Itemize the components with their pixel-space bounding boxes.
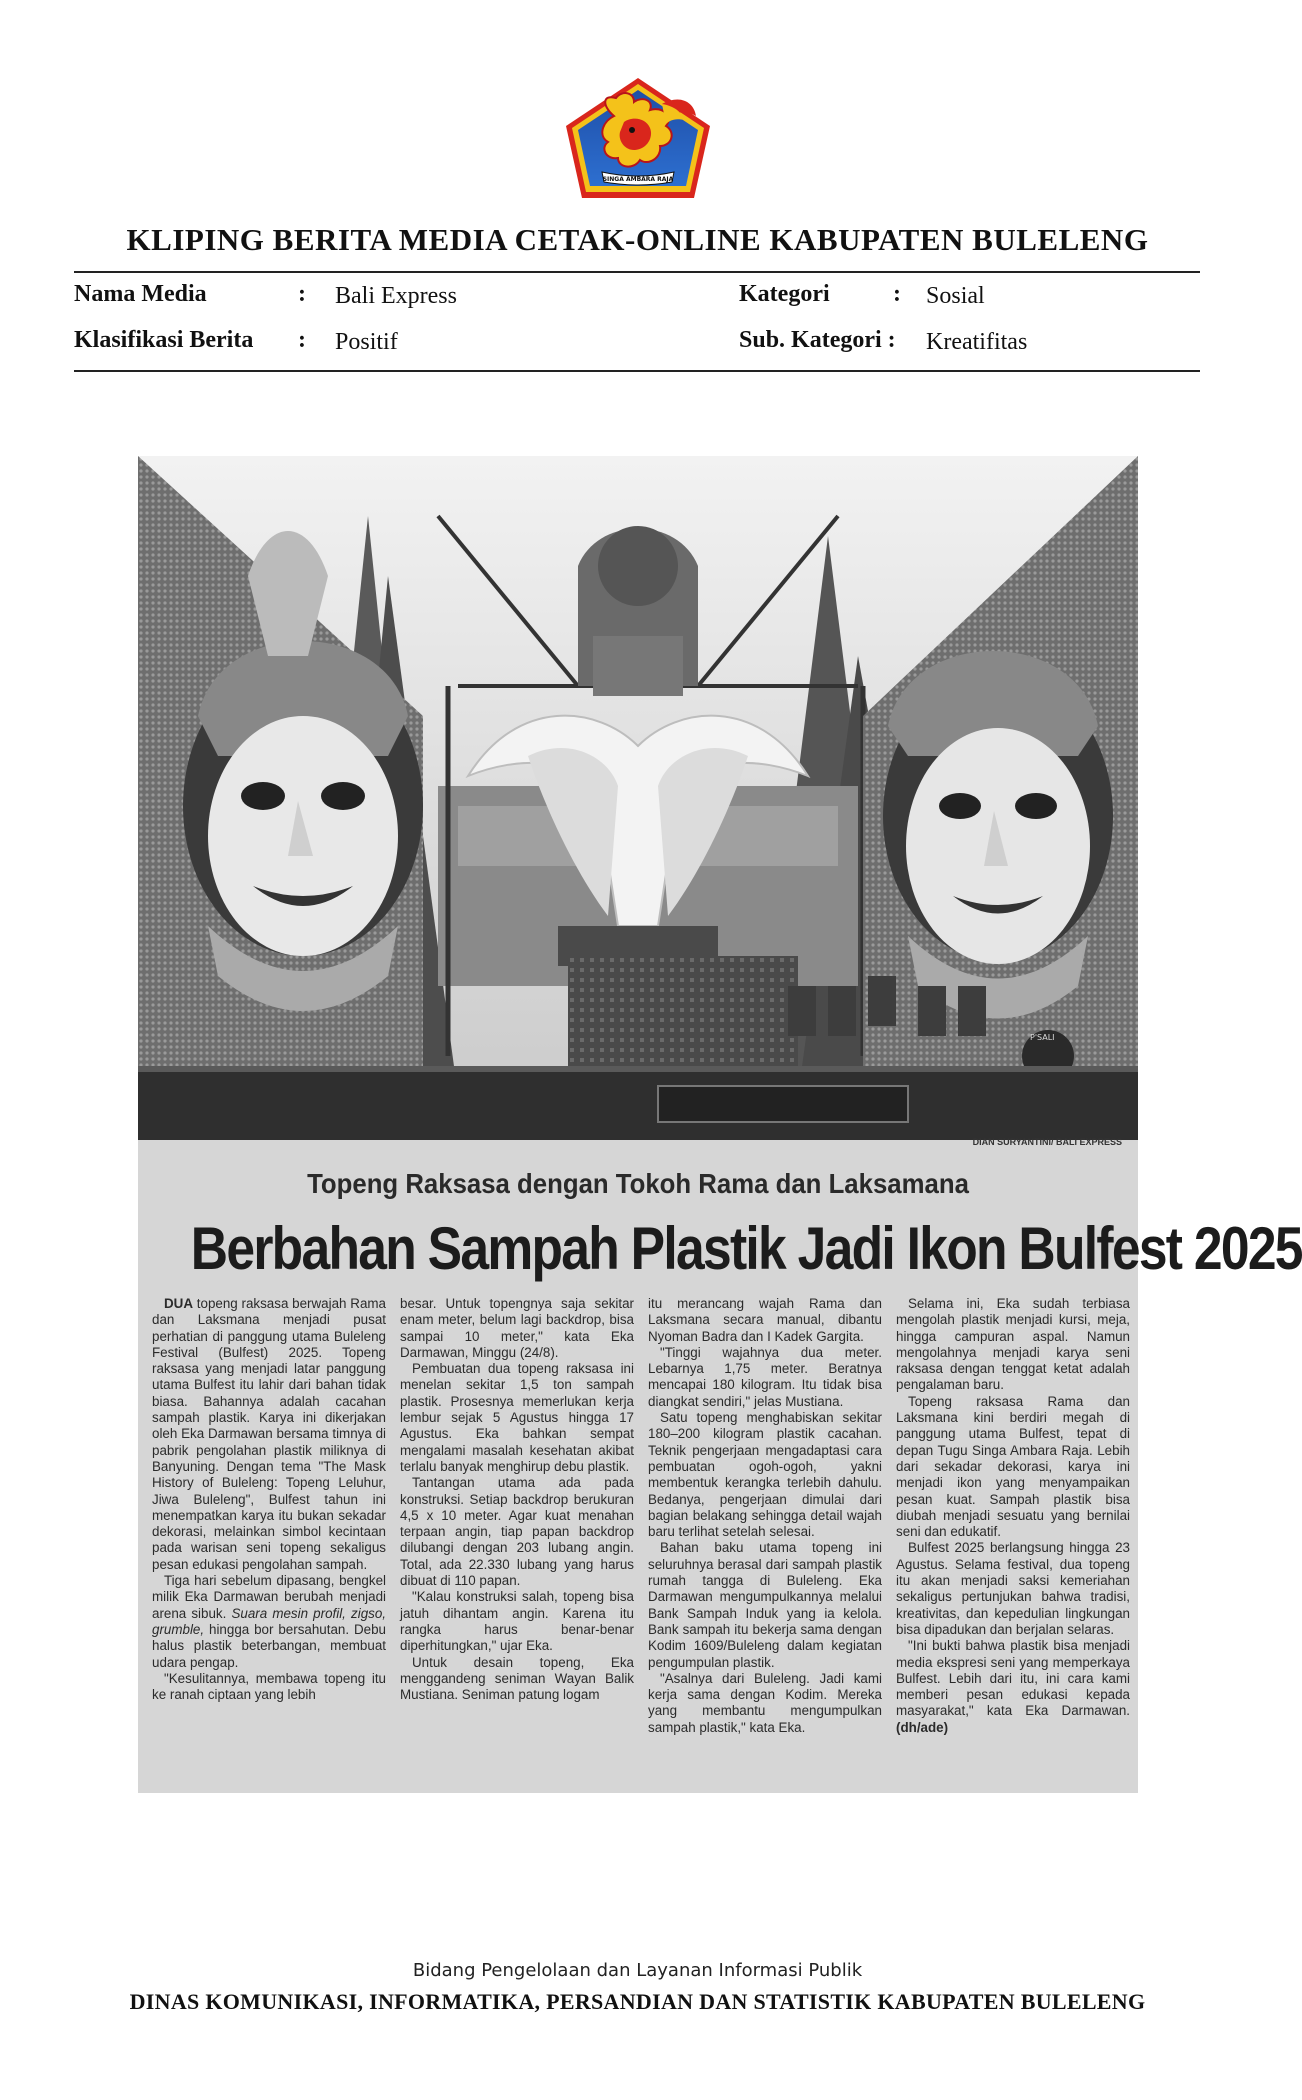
classification-colon: : (298, 327, 306, 353)
author-sign: (dh/ade) (896, 1719, 949, 1735)
classification-label: Klasifikasi Berita (74, 327, 254, 353)
header-rule-top (74, 271, 1200, 273)
paragraph: itu merancang wajah Rama dan Laksmana secara manual, dibantu Nyoman Badra dan I Kadek Gargita. (648, 1296, 882, 1344)
category-label: Kategori (739, 281, 830, 307)
media-label: Nama Media (74, 281, 207, 307)
article-column-4 (896, 1296, 1130, 1790)
category-colon: : (893, 281, 901, 307)
header-rule-bottom (74, 370, 1200, 372)
newspaper-clipping (138, 456, 1302, 1793)
classification-value: Positif (335, 329, 398, 355)
paragraph-text: Tiga hari sebelum dipasang, bengkel milik Eka Darmawan berubah menjadi arena sibuk. (152, 1573, 386, 1621)
lead-word: DUA (164, 1296, 194, 1311)
paragraph-italic: Suara mesin profil, zigso, grumble, (152, 1605, 387, 1637)
paragraph (152, 1296, 386, 1573)
paragraph: Topeng raksasa Rama dan Laksmana kini berdiri megah di panggung utama Bulfest, tepat di depan Tugu Singa Ambara Raja. Lebih dari sekadar dekorasi, karya ini menjadi ikon yang menyampaikan pesan kuat. Sampah plastik bisa diubah menjadi sesuatu yang bernilai seni dan edukatif. (896, 1393, 1130, 1540)
paragraph (896, 1638, 1130, 1736)
paragraph-text: hingga bor bersahutan. Debu halus plastik beterbangan, membuat udara pengap. (152, 1621, 386, 1670)
article-column-3 (648, 1296, 882, 1790)
paragraph: besar. Untuk topengnya saja sekitar enam meter, belum lagi backdrop, bisa sampai 10 meter," kata Eka Darmawan, Minggu (24/8). (400, 1296, 634, 1360)
article-kicker: Topeng Raksasa dengan Tokoh Rama dan Laksamana (307, 1168, 969, 1199)
paragraph: Tantangan utama ada pada konstruksi. Setiap backdrop berukuran 4,5 x 10 meter. Agar kuat menahan terpaan angin, tiap papan backdrop dilubangi dengan 203 lubang angin. Total, ada 22.330 lubang yang harus dibuat di 110 papan. (400, 1475, 634, 1589)
category-value: Sosial (926, 283, 985, 309)
article-photo (138, 456, 1138, 1140)
article-column-1 (152, 1296, 386, 1790)
article-headline: Berbahan Sampah Plastik Jadi Ikon Bulfest 2025 (190, 1215, 1302, 1282)
footer-agency: DINAS KOMUNIKASI, INFORMATIKA, PERSANDIAN DAN STATISTIK KABUPATEN BULELENG (129, 1989, 1146, 2014)
subcategory-label: Sub. Kategori : (739, 327, 896, 353)
paragraph: Selama ini, Eka sudah terbiasa mengolah plastik menjadi kursi, meja, hingga campuran aspal. Namun mengolahnya menjadi karya seni raksasa dengan tenggat ketat adalah pengalaman baru. (896, 1296, 1130, 1393)
paragraph: "Tinggi wajahnya dua meter. Lebarnya 1,75 meter. Beratnya mencapai 180 kilogram. Itu tidak bisa diangkat sendiri," jelas Mustiana. (648, 1344, 882, 1409)
paragraph: Bahan baku utama topeng ini seluruhnya berasal dari sampah plastik rumah tangga di Buleleng. Eka Darmawan mengumpulkannya melalui Bank Sampah Induk yang ia kelola. Bank sampah itu bekerja sama dengan Kodim 1609/Buleleng dalam kegiatan pengumpulan plastik. (648, 1540, 882, 1670)
media-colon: : (298, 281, 306, 307)
paragraph-text: "Ini bukti bahwa plastik bisa menjadi media ekspresi seni yang memperkaya Bulfest. Lebih dari itu, ini cara kami memberi pesan edukasi kepada masyarakat," kata Eka Darmawan. (896, 1638, 1130, 1719)
paragraph: Satu topeng menghabiskan sekitar 180–200 kilogram plastik cacahan. Teknik pengerjaan mengadaptasi cara pembuatan ogoh-ogoh, yakni membentuk kerangka terlebih dahulu. Bedanya, pengerjaan dimulai dari bagian belakang sehingga detail wajah baru terlihat setelah selesai. (648, 1410, 882, 1540)
subcategory-value: Kreatifitas (926, 329, 1028, 355)
media-value: Bali Express (335, 283, 457, 309)
footer-department: Bidang Pengelolaan dan Layanan Informasi Publik (412, 1960, 863, 1981)
paragraph-text: topeng raksasa berwajah Rama dan Laksmana menjadi pusat perhatian di panggung utama Buleleng Festival (Bulfest) 2025. Topeng raksasa yang menjadi latar panggung utama Bulfest itu lahir dari bahan tidak biasa. Bahannya adalah cacahan sampah plastik. Karya ini dikerjakan oleh Eka Darmawan bersama timnya di pabrik pengolahan plastik miliknya di Banyuning. Dengan tema "The Mask History of Buleleng: Topeng Leluhur, Jiwa Buleleng", Bulfest tahun ini menempatkan karya itu bukan sekadar dekorasi, melainkan simbol kecintaan pada warisan seni topeng sekaligus pesan edukasi pengolahan sampah. (152, 1296, 386, 1572)
document-title: KLIPING BERITA MEDIA CETAK-ONLINE KABUPATEN BULELENG (126, 222, 1149, 257)
paragraph: "Kalau konstruksi salah, topeng bisa jatuh dihantam angin. Karena itu rangka harus benar-benar diperhitungkan," ujar Eka. (400, 1589, 634, 1654)
paragraph: Pembuatan dua topeng raksasa ini menelan sekitar 1,5 ton sampah plastik. Prosesnya memerlukan kerja lembur sejak 5 Agustus hingga 17 Agustus. Eka bahkan sempat mengalami masalah kesehatan akibat terlalu banyak menghirup debu plastik. (400, 1361, 634, 1474)
paragraph: Bulfest 2025 berlangsung hingga 23 Agustus. Selama festival, dua topeng itu akan menjadi saksi kemeriahan sekaligus pertunjukan bahwa tradisi, kreativitas, dan kepedulian lingkungan bisa dipadukan dan berjalan selaras. (896, 1540, 1130, 1637)
svg-text:P'SALI: P'SALI (1030, 1033, 1055, 1042)
article-column-2 (400, 1296, 634, 1790)
photo-credit: DIAN SURYANTINI/ BALI EXPRESS (972, 1137, 1122, 1147)
paragraph: "Asalnya dari Buleleng. Jadi kami kerja sama dengan Kodim. Mereka yang membantu mengumpulkan sampah plastik," kata Eka. (648, 1670, 882, 1735)
article-body (152, 1296, 1136, 1790)
singa-ambara-raja-logo-icon (562, 76, 714, 200)
paragraph (152, 1573, 386, 1671)
svg-text:SINGA AMBARA RAJA: SINGA AMBARA RAJA (602, 176, 674, 183)
paragraph: "Kesulitannya, membawa topeng itu ke ranah ciptaan yang lebih (152, 1670, 386, 1703)
paragraph: Untuk desain topeng, Eka menggandeng seniman Wayan Balik Mustiana. Seniman patung logam (400, 1654, 634, 1703)
